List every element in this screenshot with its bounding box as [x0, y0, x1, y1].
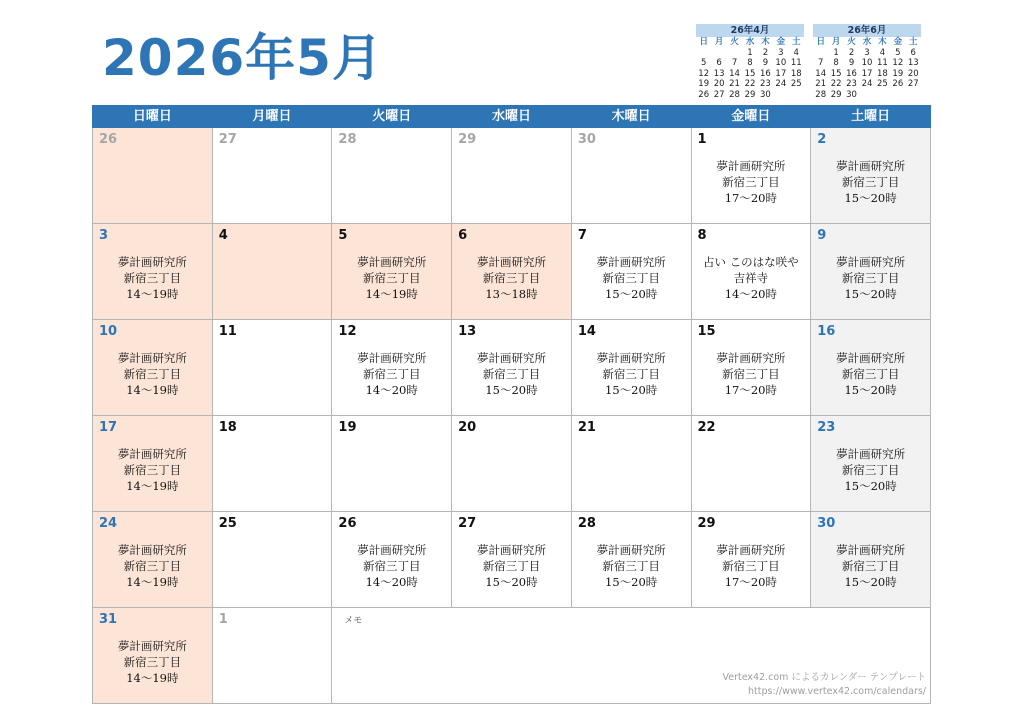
- mini-day: 6: [910, 48, 916, 58]
- mini-day: 5: [701, 58, 707, 69]
- mini-day: 1: [833, 48, 839, 58]
- event-text: 夢計画研究所 新宿三丁目 15〜20時: [596, 543, 666, 589]
- mini-day: [727, 48, 742, 58]
- mini-day: 23: [759, 79, 771, 90]
- mini-day: [859, 90, 874, 100]
- day-cell[interactable]: [452, 416, 572, 512]
- mini-weekday-label: 日: [699, 37, 708, 47]
- week-row: [93, 320, 931, 416]
- mini-weekday-label: 木: [878, 37, 887, 47]
- day-number: 14: [577, 324, 596, 339]
- mini-calendar-header: 26年6月: [813, 24, 921, 37]
- mini-day: 3: [778, 48, 784, 58]
- mini-weekday-label: 火: [847, 37, 856, 47]
- mini-day: 20: [907, 68, 919, 79]
- mini-day: 13: [907, 58, 919, 69]
- mini-day: 1: [747, 48, 753, 58]
- weekday-header: 木曜日: [571, 106, 691, 128]
- day-number: 23: [817, 420, 836, 435]
- day-number: 26: [99, 132, 118, 147]
- mini-day: 4: [793, 48, 799, 58]
- mini-weekday-label: 水: [745, 37, 755, 47]
- mini-calendar-table: [813, 37, 921, 100]
- mini-day: [875, 90, 890, 100]
- mini-day: 25: [790, 79, 802, 90]
- mini-day: 22: [830, 79, 842, 90]
- mini-day: 10: [775, 58, 787, 69]
- mini-day: 8: [747, 58, 753, 69]
- day-cell[interactable]: [452, 128, 572, 224]
- day-cell[interactable]: [212, 608, 332, 704]
- mini-day: 27: [907, 79, 919, 90]
- mini-weekday-label: 土: [792, 37, 801, 47]
- event-text: 夢計画研究所 新宿三丁目 15〜20時: [836, 255, 906, 301]
- mini-day: 23: [846, 79, 857, 90]
- event-text: 夢計画研究所 新宿三丁目 15〜20時: [836, 543, 906, 589]
- day-number: 4: [218, 228, 228, 243]
- event-text: 夢計画研究所 新宿三丁目 14〜20時: [357, 351, 427, 397]
- mini-day: 21: [815, 79, 827, 90]
- day-cell[interactable]: [452, 512, 572, 608]
- day-cell[interactable]: [691, 512, 811, 608]
- mini-day: 25: [876, 79, 888, 90]
- day-number: 11: [218, 324, 237, 339]
- weekday-header: 金曜日: [691, 106, 811, 128]
- mini-day: 30: [759, 89, 771, 100]
- day-cell[interactable]: [571, 320, 691, 416]
- month-calendar-grid: [92, 105, 931, 704]
- mini-day: 9: [762, 58, 769, 69]
- mini-weekday-label: 月: [714, 37, 724, 47]
- day-cell[interactable]: [691, 416, 811, 512]
- day-cell[interactable]: [212, 320, 332, 416]
- day-number: 1: [697, 132, 707, 147]
- mini-day: 28: [815, 89, 827, 100]
- day-cell[interactable]: [332, 128, 452, 224]
- day-cell[interactable]: [571, 224, 691, 320]
- memo-area[interactable]: [332, 608, 931, 704]
- mini-calendar-next-month: [813, 24, 921, 100]
- day-cell[interactable]: [811, 416, 931, 512]
- day-number: 15: [697, 324, 716, 339]
- day-number: 31: [99, 612, 118, 627]
- page-title: 2026年5月: [102, 29, 383, 87]
- day-number: 26: [338, 516, 357, 531]
- mini-day: 6: [716, 58, 722, 69]
- day-cell[interactable]: [93, 608, 213, 704]
- day-cell[interactable]: [691, 320, 811, 416]
- event-text: 夢計画研究所 新宿三丁目 14〜19時: [117, 255, 187, 301]
- day-number: 27: [458, 516, 477, 531]
- event-text: 夢計画研究所 新宿三丁目 17〜20時: [716, 543, 786, 589]
- mini-day: 15: [830, 68, 842, 79]
- mini-day: 2: [762, 48, 769, 58]
- day-cell[interactable]: [811, 128, 931, 224]
- mini-day: 7: [731, 58, 738, 69]
- mini-day: 9: [848, 58, 855, 69]
- week-row: [93, 512, 931, 608]
- mini-day: 10: [861, 58, 873, 69]
- day-cell[interactable]: [212, 512, 332, 608]
- weekday-header: 土曜日: [811, 106, 931, 128]
- mini-day: [906, 90, 921, 100]
- mini-day: 24: [861, 79, 873, 90]
- day-cell[interactable]: [811, 320, 931, 416]
- weekday-header: 火曜日: [332, 106, 452, 128]
- mini-weekday-label: 土: [909, 37, 918, 47]
- memo-label: メモ: [344, 616, 363, 626]
- mini-day: 7: [818, 58, 824, 69]
- event-text: 占い このはな咲や 吉祥寺 14〜20時: [703, 255, 799, 301]
- weekday-header: 水曜日: [452, 106, 572, 128]
- day-cell[interactable]: [93, 128, 213, 224]
- event-text: 夢計画研究所 新宿三丁目 15〜20時: [836, 351, 906, 397]
- mini-calendar-header: 26年4月: [696, 24, 804, 37]
- day-cell[interactable]: [691, 224, 811, 320]
- template-credit: [722, 671, 926, 699]
- event-text: 夢計画研究所 新宿三丁目 15〜20時: [836, 159, 906, 205]
- mini-day: [789, 90, 804, 100]
- mini-day: 29: [830, 89, 842, 100]
- day-cell[interactable]: [811, 224, 931, 320]
- mini-day: 3: [864, 48, 870, 58]
- mini-weekday-label: 日: [816, 37, 825, 47]
- mini-day: 27: [713, 89, 725, 100]
- day-cell[interactable]: [212, 416, 332, 512]
- day-number: 6: [458, 228, 468, 243]
- day-number: 28: [577, 516, 596, 531]
- event-text: 夢計画研究所 新宿三丁目 15〜20時: [476, 543, 546, 589]
- mini-day: 28: [729, 89, 740, 100]
- day-number: 1: [218, 612, 228, 627]
- mini-day: 22: [744, 79, 756, 90]
- event-text: 夢計画研究所 新宿三丁目 14〜19時: [357, 255, 427, 301]
- day-cell[interactable]: [691, 128, 811, 224]
- day-number: 24: [99, 516, 118, 531]
- event-text: 夢計画研究所 新宿三丁目 14〜20時: [357, 543, 427, 589]
- weekday-header: 日曜日: [93, 106, 213, 128]
- day-number: 17: [99, 420, 118, 435]
- event-text: 夢計画研究所 新宿三丁目 14〜19時: [117, 447, 187, 493]
- event-text: 夢計画研究所 新宿三丁目 17〜20時: [716, 159, 786, 205]
- mini-weekday-label: 水: [862, 37, 872, 47]
- week-row: [93, 416, 931, 512]
- mini-day: 19: [698, 79, 710, 90]
- day-number: 12: [338, 324, 357, 339]
- mini-day: 26: [892, 79, 904, 90]
- credit-url: https://www.vertex42.com/calendars/: [748, 686, 926, 697]
- mini-day: 11: [790, 58, 802, 69]
- event-text: 夢計画研究所 新宿三丁目 14〜19時: [117, 639, 187, 685]
- event-text: 夢計画研究所 新宿三丁目 15〜20時: [836, 447, 906, 493]
- mini-day: 29: [744, 89, 756, 100]
- mini-day: 15: [744, 68, 756, 79]
- mini-day: 2: [848, 48, 855, 58]
- event-text: 夢計画研究所 新宿三丁目 15〜20時: [476, 351, 546, 397]
- day-number: 9: [817, 228, 827, 243]
- day-number: 27: [218, 132, 237, 147]
- mini-day: 20: [713, 79, 725, 90]
- event-text: 夢計画研究所 新宿三丁目 13〜18時: [476, 255, 546, 301]
- mini-day: [813, 48, 828, 58]
- mini-day: 18: [790, 68, 802, 79]
- week-row: [93, 608, 931, 704]
- day-number: 29: [458, 132, 477, 147]
- day-number: 22: [697, 420, 716, 435]
- mini-day: 17: [775, 68, 787, 79]
- mini-day: 5: [895, 48, 901, 58]
- mini-day: [696, 48, 711, 58]
- mini-weekday-label: 火: [730, 37, 739, 47]
- day-number: 29: [697, 516, 716, 531]
- day-number: 2: [817, 132, 827, 147]
- day-number: 25: [218, 516, 237, 531]
- mini-day: 26: [698, 89, 710, 100]
- day-number: 13: [458, 324, 477, 339]
- event-text: 夢計画研究所 新宿三丁目 14〜19時: [117, 543, 187, 589]
- mini-day: 14: [729, 68, 740, 79]
- day-cell[interactable]: [332, 512, 452, 608]
- day-cell[interactable]: [811, 512, 931, 608]
- day-cell[interactable]: [93, 224, 213, 320]
- mini-weekday-label: 金: [776, 37, 786, 47]
- mini-day: 18: [876, 68, 888, 79]
- event-text: 夢計画研究所 新宿三丁目 14〜19時: [117, 351, 187, 397]
- day-number: 28: [338, 132, 357, 147]
- day-cell[interactable]: [332, 320, 452, 416]
- day-cell[interactable]: [332, 224, 452, 320]
- mini-day: 12: [892, 58, 904, 69]
- mini-weekday-label: 金: [893, 37, 903, 47]
- credit-line: Vertex42.com によるカレンダー テンプレート: [722, 672, 926, 683]
- mini-day: 16: [759, 68, 771, 79]
- event-text: 夢計画研究所 新宿三丁目 17〜20時: [716, 351, 786, 397]
- day-cell[interactable]: [452, 224, 572, 320]
- weekday-header: 月曜日: [212, 106, 332, 128]
- day-cell[interactable]: [93, 320, 213, 416]
- day-cell[interactable]: [93, 416, 213, 512]
- weekday-header-row: [93, 106, 931, 128]
- week-row: [93, 128, 931, 224]
- day-number: 18: [218, 420, 237, 435]
- day-cell[interactable]: [212, 224, 332, 320]
- day-cell[interactable]: [332, 416, 452, 512]
- mini-day: 4: [879, 48, 886, 58]
- day-cell[interactable]: [571, 128, 691, 224]
- mini-day: 14: [815, 68, 827, 79]
- mini-calendar-table: [696, 37, 804, 100]
- day-cell[interactable]: [212, 128, 332, 224]
- day-number: 30: [817, 516, 836, 531]
- mini-day: 8: [833, 58, 839, 69]
- mini-day: [890, 90, 905, 100]
- day-number: 20: [458, 420, 477, 435]
- day-number: 3: [99, 228, 109, 243]
- day-number: 7: [577, 228, 587, 243]
- mini-day: 16: [846, 68, 857, 79]
- event-text: 夢計画研究所 新宿三丁目 15〜20時: [596, 351, 666, 397]
- mini-day: 24: [775, 79, 787, 90]
- day-cell[interactable]: [571, 416, 691, 512]
- mini-day: 12: [698, 68, 710, 79]
- mini-day: 21: [729, 79, 740, 90]
- day-number: 30: [577, 132, 596, 147]
- day-number: 19: [338, 420, 357, 435]
- week-row: [93, 224, 931, 320]
- mini-day: [711, 48, 726, 58]
- day-cell[interactable]: [93, 512, 213, 608]
- mini-day: 30: [846, 89, 857, 100]
- mini-weekday-label: 木: [761, 37, 770, 47]
- mini-day: 11: [876, 58, 888, 69]
- mini-day: 13: [713, 68, 725, 79]
- day-cell[interactable]: [571, 512, 691, 608]
- event-text: 夢計画研究所 新宿三丁目 15〜20時: [596, 255, 666, 301]
- mini-day: 17: [861, 68, 873, 79]
- day-number: 10: [99, 324, 118, 339]
- mini-day: 19: [892, 68, 904, 79]
- day-number: 5: [338, 228, 348, 243]
- day-number: 16: [817, 324, 836, 339]
- mini-weekday-label: 月: [831, 37, 841, 47]
- mini-calendar-prev-month: [696, 24, 804, 100]
- day-cell[interactable]: [452, 320, 572, 416]
- day-number: 21: [577, 420, 596, 435]
- day-number: 8: [697, 228, 707, 243]
- mini-day: [773, 90, 788, 100]
